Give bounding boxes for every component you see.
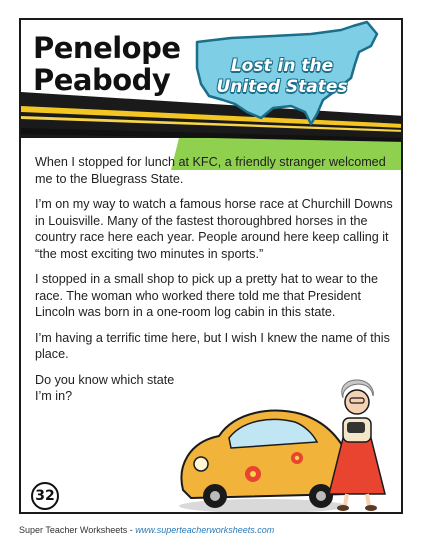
story-paragraph-1: When I stopped for lunch at KFC, a friendly stranger welcomed me to the Bluegrass State. — [35, 155, 386, 186]
title-line-2: Peabody — [33, 63, 171, 97]
title-line-1: Penelope — [33, 31, 181, 65]
story-question: Do you know which state I’m in? — [35, 372, 175, 403]
penelope-shoe-right — [365, 505, 377, 511]
binoculars-icon — [347, 422, 365, 433]
flower-decal-2-center — [295, 456, 299, 460]
flower-decal-center — [250, 471, 256, 477]
penelope-leg-left — [345, 494, 347, 506]
car-headlight — [194, 457, 208, 471]
footer-link[interactable]: www.superteacherworksheets.com — [135, 525, 275, 535]
penelope-head — [345, 390, 369, 414]
car-hubcap-rear — [316, 491, 326, 501]
penelope-car-illustration — [171, 378, 403, 514]
story-paragraph-4: I’m having a terrific time here, but I wish I knew the name of this place. — [35, 330, 390, 361]
penelope-leg-right — [367, 494, 369, 506]
car-hubcap-front — [210, 491, 220, 501]
page-title — [33, 32, 181, 96]
page-number-badge: 32 — [31, 482, 59, 510]
worksheet-page — [19, 18, 403, 514]
story-paragraph-2: I’m on my way to watch a famous horse race at Churchill Downs in Louisville. Many of the fastest thoroughbred horses in the country race here each year. People around here keep calling it “the most exciting two minutes in sports.” — [35, 197, 393, 261]
footer — [19, 525, 274, 535]
map-caption — [207, 56, 357, 98]
footer-brand: Super Teacher Worksheets - — [19, 525, 136, 535]
map-caption-line-2: United States — [216, 77, 348, 97]
penelope-shoe-left — [337, 505, 349, 511]
story-text — [35, 154, 393, 414]
map-caption-line-1: Lost in the — [230, 56, 334, 76]
story-paragraph-3: I stopped in a small shop to pick up a pretty hat to wear to the race. The woman who worked there told me that President Lincoln was born in a one-room log cabin in this state. — [35, 272, 379, 319]
